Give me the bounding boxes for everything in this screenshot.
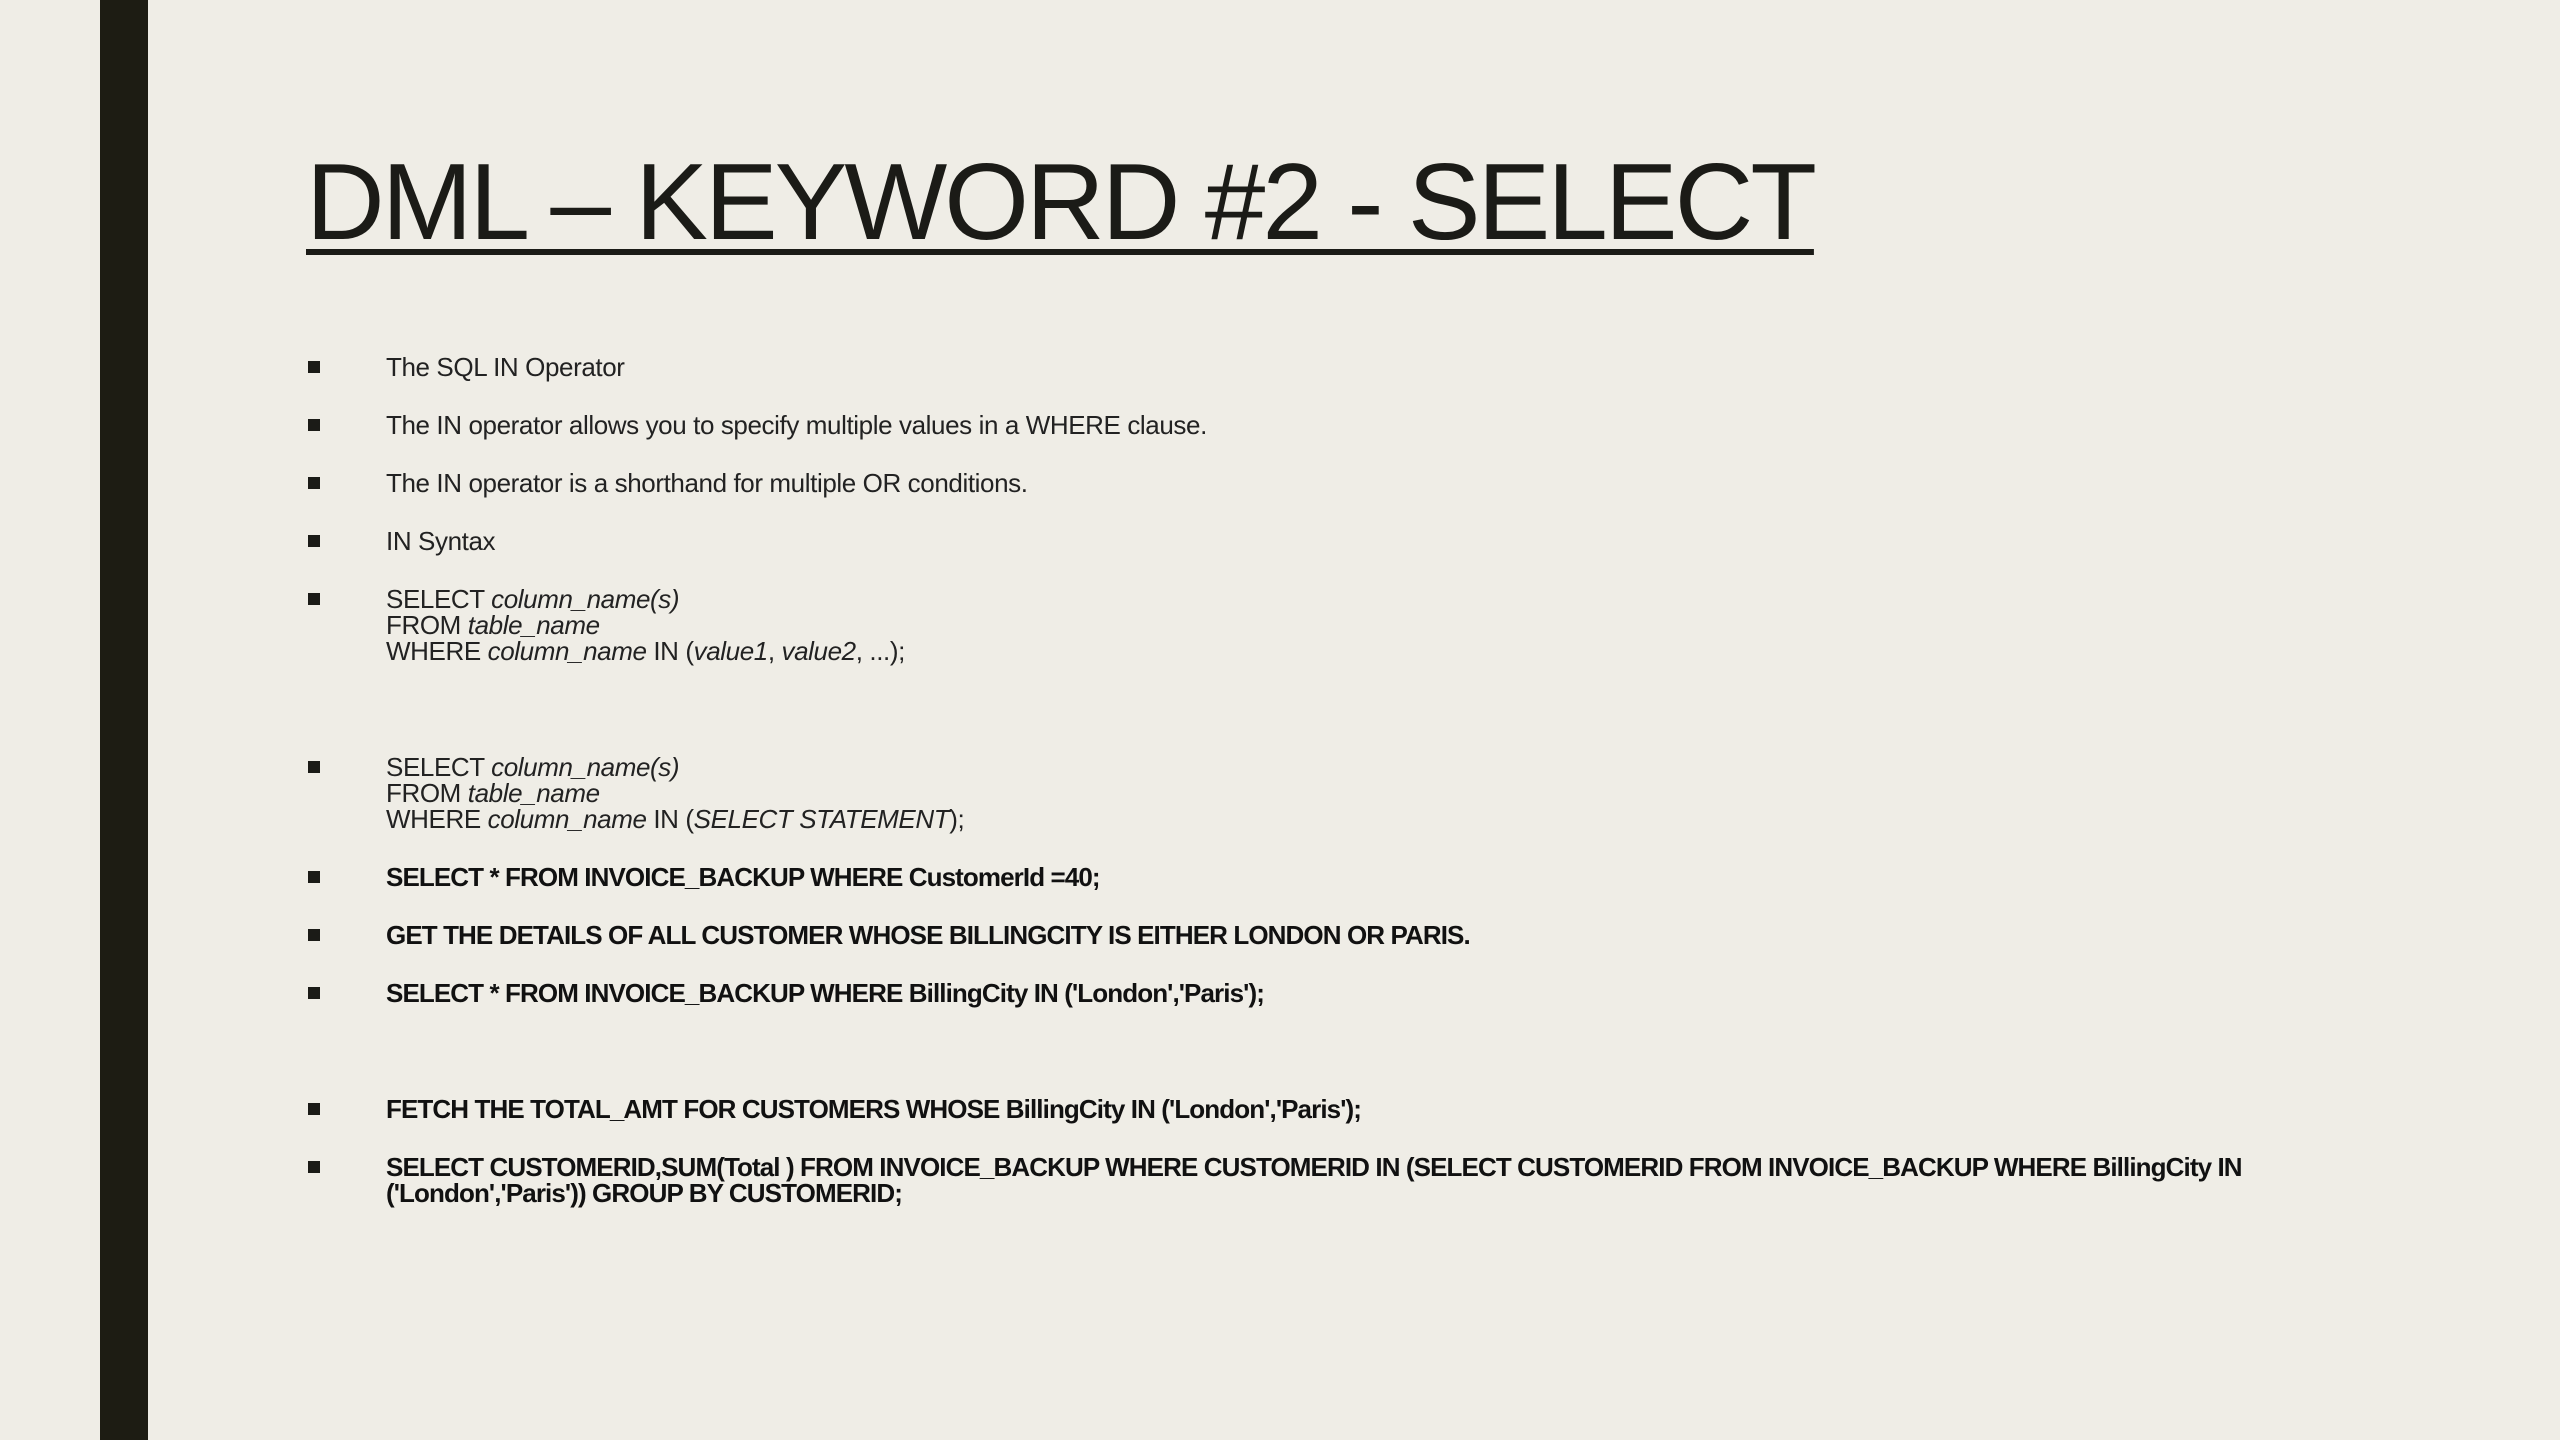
bullet-marker <box>306 470 386 496</box>
bullet-item <box>306 528 2306 554</box>
bullet-marker <box>306 922 386 948</box>
bullet-marker <box>306 980 386 1006</box>
bullet-item <box>306 1154 2306 1206</box>
bullet-marker <box>306 864 386 890</box>
task-text: FETCH THE TOTAL_AMT FOR CUSTOMERS WHOSE BillingCity IN ('London','Paris'); <box>386 1094 1362 1124</box>
bullet-item <box>306 922 2306 948</box>
bullet-marker <box>306 354 386 380</box>
bullet-marker <box>306 528 386 554</box>
sql-example: SELECT * FROM INVOICE_BACKUP WHERE BillingCity IN ('London','Paris'); <box>386 978 1264 1008</box>
bullet-marker <box>306 412 386 438</box>
syntax-line-where: WHERE column_name IN (value1, value2, ...); <box>386 636 905 666</box>
sql-example: SELECT CUSTOMERID,SUM(Total ) FROM INVOICE_BACKUP WHERE CUSTOMERID IN (SELECT CUSTOMERID FROM INVOICE_BACKUP WHERE BillingCity IN ('London','Paris')) GROUP BY CUSTOMERID; <box>386 1152 2242 1208</box>
bullet-marker <box>306 586 386 612</box>
bullet-item <box>306 354 2306 380</box>
bullet-text: The IN operator allows you to specify multiple values in a WHERE clause. <box>386 410 1207 440</box>
bullet-item <box>306 1096 2306 1122</box>
accent-bar <box>100 0 148 1440</box>
syntax-line-where: WHERE column_name IN (SELECT STATEMENT); <box>386 804 965 834</box>
bullet-list <box>306 0 2306 1440</box>
bullet-marker <box>306 1096 386 1122</box>
bullet-item <box>306 470 2306 496</box>
syntax-line-from: FROM table_name <box>386 778 600 808</box>
bullet-item <box>306 980 2306 1006</box>
sql-example: SELECT * FROM INVOICE_BACKUP WHERE CustomerId =40; <box>386 862 1100 892</box>
slide-title: DML – KEYWORD #2 - SELECT <box>306 141 1814 263</box>
bullet-text: IN Syntax <box>386 526 496 556</box>
bullet-text: The IN operator is a shorthand for multiple OR conditions. <box>386 468 1028 498</box>
subquery-syntax-block <box>306 754 2306 832</box>
bullet-marker <box>306 754 386 780</box>
syntax-line-select: SELECT column_name(s) <box>386 584 680 614</box>
bullet-item <box>306 864 2306 890</box>
syntax-line-from: FROM table_name <box>386 610 600 640</box>
bullet-marker <box>306 1154 386 1180</box>
syntax-block <box>306 586 2306 664</box>
task-text: GET THE DETAILS OF ALL CUSTOMER WHOSE BILLINGCITY IS EITHER LONDON OR PARIS. <box>386 920 1470 950</box>
bullet-item <box>306 412 2306 438</box>
bullet-text: The SQL IN Operator <box>386 352 625 382</box>
syntax-line-select: SELECT column_name(s) <box>386 752 680 782</box>
